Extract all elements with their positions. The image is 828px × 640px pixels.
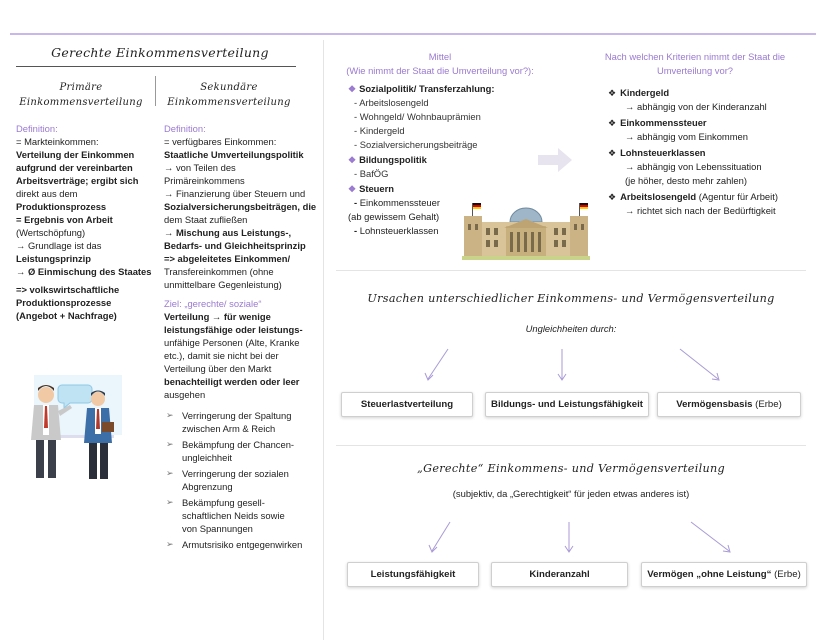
ursachen-subtitle: Ungleichheiten durch: bbox=[525, 323, 617, 334]
primary-line: aufgrund der vereinbarten bbox=[16, 162, 133, 173]
secondary-goal-line: Ziel: „gerechte/ soziale“ bbox=[164, 298, 262, 309]
kriterien-item-heading bbox=[608, 86, 818, 100]
secondary-goal-line: ausgehen bbox=[164, 389, 206, 400]
secondary-line: Sozialversicherungsbeiträgen, die bbox=[164, 201, 317, 212]
kriterien-item-detail: → richtet sich nach der Bedürftigkeit bbox=[625, 205, 776, 216]
diamond-bullet-icon: ❖ bbox=[608, 148, 617, 158]
gerecht-box-kinder bbox=[491, 562, 628, 587]
ursachen-box-vermoegen-label: Vermögensbasis bbox=[676, 399, 753, 410]
diamond-bullet-icon: ❖ bbox=[348, 84, 357, 94]
ursachen-box-bildung-label: Bildungs- und Leistungsfähigkeit bbox=[491, 399, 643, 410]
primary-line: → Ø Einmischung des Staates bbox=[16, 266, 152, 277]
kriterien-item-heading-note: (Agentur für Arbeit) bbox=[696, 191, 778, 202]
kriterien-item-heading-text: Arbeitslosengeld bbox=[620, 191, 697, 202]
primary-line: Verteilung der Einkommen bbox=[16, 149, 135, 160]
checklist-item bbox=[164, 467, 324, 493]
dash-bullet: - bbox=[354, 168, 360, 179]
mittel-item-text: (ab gewissem Gehalt) bbox=[348, 211, 440, 222]
checklist-item-line: Armutsrisiko entgegenwirken bbox=[182, 539, 303, 550]
primary-extra-line: => volkswirtschaftliche bbox=[16, 284, 120, 295]
primary-extra-line: Produktionsprozesse bbox=[16, 297, 112, 308]
mittel-title-line2: (Wie nimmt der Staat die Umverteilung vor?): bbox=[346, 65, 534, 76]
section-divider-1 bbox=[336, 270, 806, 271]
primary-line: (Wertschöpfung) bbox=[16, 227, 86, 238]
mittel-group-heading bbox=[348, 82, 528, 96]
mittel-group bbox=[348, 153, 528, 181]
gerecht-box-vermoegen-note: (Erbe) bbox=[771, 569, 801, 580]
mittel-item-text: Wohngeld/ Wohnbauprämien bbox=[359, 111, 481, 122]
mittel-group-heading-text: Sozialpolitik/ Transferzahlung: bbox=[359, 83, 495, 94]
mittel-item-text: BafÖG bbox=[359, 168, 389, 179]
mittel-item bbox=[348, 110, 528, 124]
dash-bullet: - bbox=[354, 225, 360, 236]
checklist-item-line: Abgrenzung bbox=[182, 481, 233, 492]
secondary-goal-line: etc.), damit sie nicht bei der bbox=[164, 350, 279, 361]
checklist-item-line: von Spannungen bbox=[182, 523, 253, 534]
gerecht-arrows bbox=[336, 518, 806, 558]
kriterien-item-heading bbox=[608, 116, 818, 130]
secondary-line: Bedarfs- und Gleichheitsprinzip bbox=[164, 240, 306, 251]
dash-bullet: - bbox=[354, 125, 360, 136]
primary-line: direkt aus dem bbox=[16, 188, 78, 199]
mittel-item-text: Lohnsteuerklassen bbox=[359, 225, 439, 236]
mittel-item bbox=[348, 124, 528, 138]
checklist-item-line: Verringerung der sozialen bbox=[182, 468, 289, 479]
dash-bullet: - bbox=[354, 139, 360, 150]
checklist-item bbox=[164, 538, 324, 551]
kriterien-item bbox=[608, 86, 818, 114]
gerecht-box-leistung-label: Leistungsfähigkeit bbox=[370, 569, 456, 580]
kriterien-title-line2: Umverteilung vor? bbox=[656, 65, 734, 76]
kriterien-item bbox=[608, 146, 818, 188]
checkmark-icon: ➢ bbox=[166, 410, 174, 420]
left-title-underline bbox=[16, 66, 296, 67]
dash-bullet: - bbox=[354, 97, 360, 108]
kriterien-item-heading-text: Lohnsteuerklassen bbox=[620, 147, 706, 158]
secondary-line: → Finanzierung über Steuern und bbox=[164, 188, 306, 199]
kriterien-item-heading bbox=[608, 146, 818, 160]
diamond-bullet-icon: ❖ bbox=[608, 88, 617, 98]
mittel-group-heading bbox=[348, 182, 528, 196]
mittel-item-text: Einkommenssteuer bbox=[359, 197, 440, 208]
checklist-item bbox=[164, 438, 324, 464]
mittel-group-heading bbox=[348, 153, 528, 167]
ursachen-box-bildung bbox=[485, 392, 649, 417]
primary-line: Produktionsprozess bbox=[16, 201, 107, 212]
secondary-checklist bbox=[164, 409, 324, 551]
mittel-item bbox=[348, 96, 528, 110]
primary-title-line1: Primäre bbox=[59, 82, 103, 93]
ursachen-arrows bbox=[336, 345, 806, 385]
secondary-line: Staatliche Umverteilungspolitik bbox=[164, 149, 304, 160]
secondary-definition-label: Definition: bbox=[164, 123, 206, 134]
gerecht-subtitle: (subjektiv, da „Gerechtigkeit“ für jeden etwas anderes ist) bbox=[452, 488, 690, 499]
diamond-bullet-icon: ❖ bbox=[608, 118, 617, 128]
checklist-item-line: ungleichheit bbox=[182, 452, 233, 463]
secondary-title bbox=[164, 80, 294, 110]
left-title: Gerechte Einkommensverteilung bbox=[51, 45, 269, 60]
reichstag-building-illustration bbox=[462, 196, 590, 260]
secondary-line: unmittelbare Gegenleistung) bbox=[164, 279, 282, 290]
diamond-bullet-icon: ❖ bbox=[348, 184, 357, 194]
secondary-line: dem Staat zufließen bbox=[164, 214, 248, 225]
kriterien-title-line1: Nach welchen Kriterien nimmt der Staat die bbox=[604, 51, 786, 62]
primary-extra-line: (Angebot + Nachfrage) bbox=[16, 310, 117, 321]
secondary-line: Primäreinkommens bbox=[164, 175, 245, 186]
top-rule bbox=[10, 33, 816, 35]
primary-line: → Grundlage ist das bbox=[16, 240, 102, 251]
secondary-goal-text bbox=[164, 297, 324, 401]
mittel-item bbox=[348, 167, 528, 181]
kriterien-item-detail: → abhängig von Lebenssituation bbox=[625, 161, 762, 172]
checklist-item-line: zwischen Arm & Reich bbox=[182, 423, 276, 434]
kriterien-title bbox=[590, 50, 800, 78]
secondary-goal-line: leistungsfähige oder leistungs- bbox=[164, 324, 303, 335]
checkmark-icon: ➢ bbox=[166, 497, 174, 507]
secondary-title-line1: Sekundäre bbox=[200, 82, 258, 93]
ursachen-title: Ursachen unterschiedlicher Einkommens- und Vermögensverteilung bbox=[367, 292, 775, 305]
checkmark-icon: ➢ bbox=[166, 439, 174, 449]
big-arrow-right-icon bbox=[538, 148, 572, 175]
kriterien-item-heading bbox=[608, 190, 818, 204]
kriterien-item bbox=[608, 190, 818, 218]
mittel-item-text: Sozialversicherungsbeiträge bbox=[359, 139, 478, 150]
checklist-item-line: Verringerung der Spaltung bbox=[182, 410, 292, 421]
primary-line: Leistungsprinzip bbox=[16, 253, 91, 264]
secondary-title-line2: Einkommensverteilung bbox=[167, 97, 291, 108]
checkmark-icon: ➢ bbox=[166, 468, 174, 478]
secondary-line: → Mischung aus Leistungs-, bbox=[164, 227, 292, 238]
secondary-goal-line: benachteiligt werden oder leer bbox=[164, 376, 300, 387]
secondary-line: => abgeleitetes Einkommen/ bbox=[164, 253, 291, 264]
section-divider-2 bbox=[336, 445, 806, 446]
kriterien-item-detail: (je höher, desto mehr zahlen) bbox=[625, 175, 747, 186]
gerecht-box-vermoegen-label: Vermögen „ohne Leistung“ bbox=[647, 569, 772, 580]
kriterien-item-heading-text: Einkommenssteuer bbox=[620, 117, 707, 128]
ursachen-box-vermoegen bbox=[657, 392, 801, 417]
secondary-line: Transfereinkommen (ohne bbox=[164, 266, 274, 277]
primary-line: = Ergebnis von Arbeit bbox=[16, 214, 113, 225]
mittel-title bbox=[340, 50, 540, 78]
primary-definition-text bbox=[16, 135, 152, 278]
secondary-column bbox=[164, 80, 324, 554]
mittel-title-line1: Mittel bbox=[428, 51, 452, 62]
mittel-group bbox=[348, 82, 528, 152]
mittel-group-heading-text: Bildungspolitik bbox=[359, 154, 427, 165]
checkmark-icon: ➢ bbox=[166, 539, 174, 549]
dash-bullet: - bbox=[354, 197, 360, 208]
diamond-bullet-icon: ❖ bbox=[608, 192, 617, 202]
secondary-goal-line: Verteilung → für wenige bbox=[164, 311, 271, 322]
ursachen-box-steuerlast bbox=[341, 392, 473, 417]
two-businessmen-illustration bbox=[24, 375, 124, 483]
mittel-group-heading-text: Steuern bbox=[359, 183, 394, 194]
primary-line: Arbeitsverträge; ergibt sich bbox=[16, 175, 139, 186]
kriterien-item bbox=[608, 116, 818, 144]
primary-title bbox=[16, 80, 146, 110]
primary-line: = Markteinkommen: bbox=[16, 136, 99, 147]
primary-title-line2: Einkommensverteilung bbox=[19, 97, 143, 108]
secondary-goal-line: Verteilung über den Markt bbox=[164, 363, 272, 374]
gerecht-box-leistung bbox=[347, 562, 479, 587]
ursachen-box-vermoegen-note: (Erbe) bbox=[752, 399, 782, 410]
diamond-bullet-icon: ❖ bbox=[348, 155, 357, 165]
secondary-line: → von Teilen des bbox=[164, 162, 236, 173]
primary-column bbox=[16, 80, 152, 322]
mittel-item-text: Kindergeld bbox=[359, 125, 405, 136]
kriterien-item-heading-text: Kindergeld bbox=[620, 87, 670, 98]
checklist-item-line: Bekämpfung gesell- bbox=[182, 497, 265, 508]
kriterien-item-detail: → abhängig vom Einkommen bbox=[625, 131, 748, 142]
secondary-definition-text bbox=[164, 135, 324, 291]
checklist-item bbox=[164, 496, 324, 535]
mittel-item-text: Arbeitslosengeld bbox=[359, 97, 429, 108]
gerecht-box-vermoegen bbox=[641, 562, 807, 587]
checklist-item-line: Bekämpfung der Chancen- bbox=[182, 439, 295, 450]
primary-definition-label: Definition: bbox=[16, 123, 58, 134]
checklist-item-line: schaftlichen Neids sowie bbox=[182, 510, 285, 521]
left-columns-divider bbox=[155, 76, 156, 106]
kriterien-item-detail: → abhängig von der Kinderanzahl bbox=[625, 101, 767, 112]
ursachen-box-steuerlast-label: Steuerlastverteilung bbox=[360, 399, 454, 410]
primary-extra-text bbox=[16, 283, 146, 322]
secondary-line: = verfügbares Einkommen: bbox=[164, 136, 277, 147]
checklist-item bbox=[164, 409, 324, 435]
kriterien-list bbox=[608, 86, 818, 220]
dash-bullet: - bbox=[354, 111, 360, 122]
secondary-goal-line: unfähige Personen (Alte, Kranke bbox=[164, 337, 300, 348]
mittel-item bbox=[348, 138, 528, 152]
gerecht-box-kinder-label: Kinderanzahl bbox=[529, 569, 590, 580]
gerecht-title: „Gerechte“ Einkommens- und Vermögensverteilung bbox=[417, 462, 725, 475]
